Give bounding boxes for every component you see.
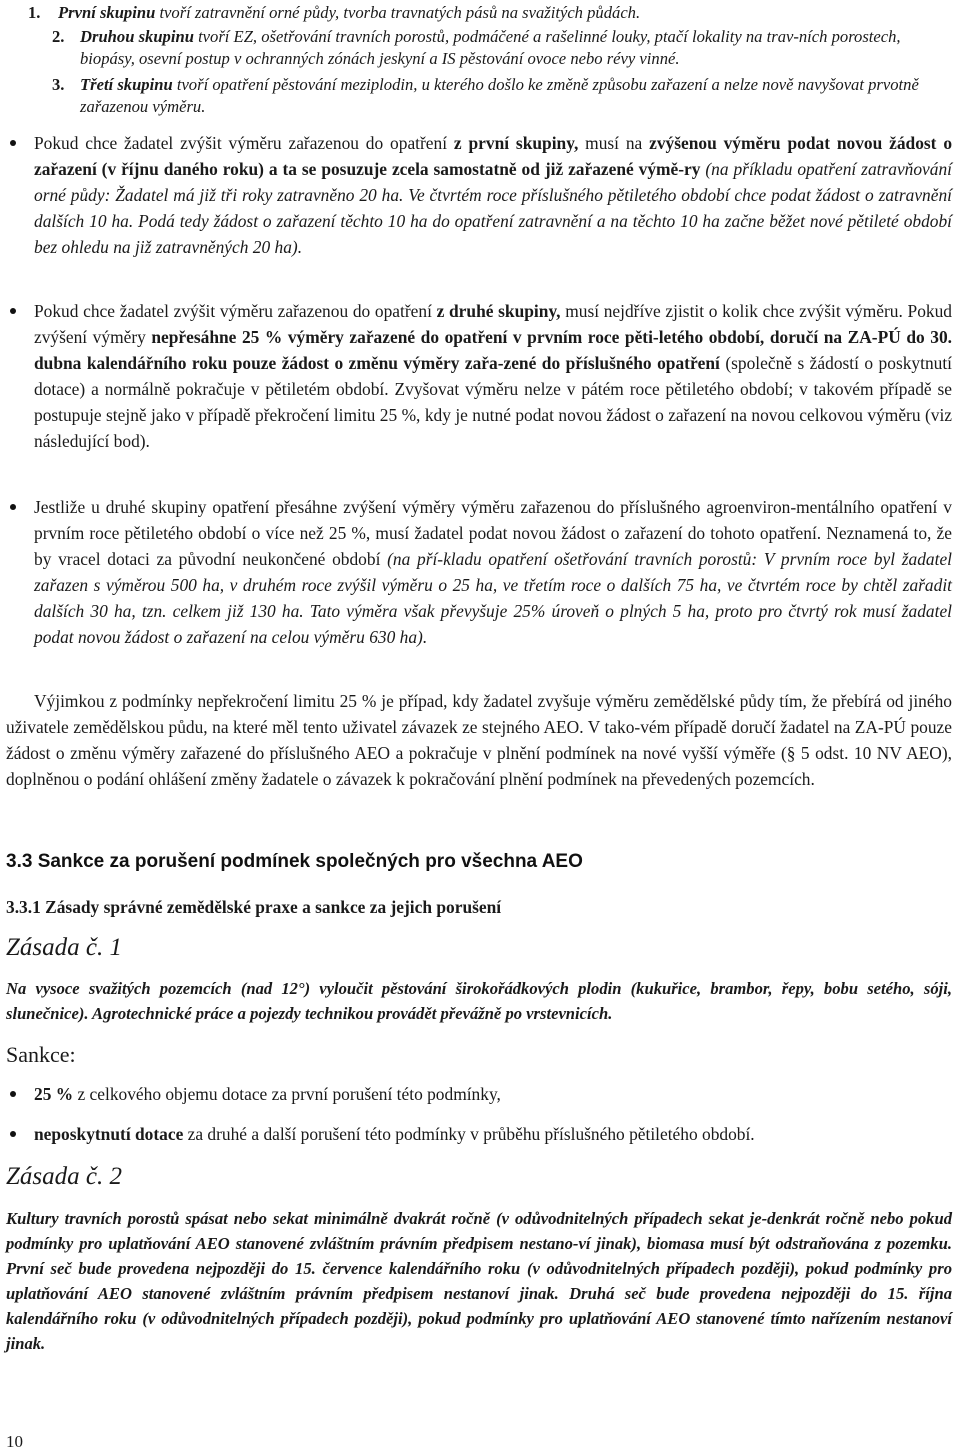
bullet-text: Pokud chce žadatel zvýšit výměru zařazenou do opatření z první skupiny, musí na zvýšenou výměru podat novou žádost o zařazení (v říjnu daného roku) a ta se posuzuje zcela samostatně od již zařazené výmě-ry (na příkladu opatření zatravňování orné půdy: Žadatel má již tři roky zatravněno 20 ha. Ve čtvrtém roce příslušného pětiletého období chce podat žádost o zatravnění dalších 10 ha. Podá tedy žádost o zařazení těchto 10 ha do opatření zatravnění a na těchto 10 ha začne běžet nové pětileté období bez ohledu na již zatravněných 20 ha). — [34, 133, 953, 257]
subsection-heading: 3.3.1 Zásady správné zemědělské praxe a sankce za jejich porušení — [6, 897, 502, 917]
bullet-dot — [10, 1091, 16, 1097]
list-number: 3. — [52, 75, 65, 94]
bullet-dot — [10, 308, 16, 314]
rule-text: Kultury travních porostů spásat nebo sekat minimálně dvakrát ročně (v odůvodnitelných případech sekat je-denkrát ročně nebo pokud podmínky pro uplatňování AEO stanovené zvláštním právním předpisem nestano-ví jinak), biomasa musí být odstraňována z pozemku. První seč bude provedena nejpozději do 15. července kalendářního roku (v odůvodnitelných případech později), pokud podmínky pro uplatňování AEO stanovené zvláštním právním předpisem nestanoví jinak. Druhá seč bude provedena nejpozději do 15. října kalendářního roku (v odůvodnitelných případech později), pokud podmínky pro uplatňování AEO stanovené tímto nařízením nestanoví jinak. — [6, 1209, 952, 1353]
body-paragraph: Výjimkou z podmínky nepřekročení limitu 25 % je případ, kdy žadatel zvyšuje výměru zemědělské půdy tím, že přebírá od jiného uživatele zemědělskou půdu, na které měl tento uživatel závazek ze stejného AEO. V tako-vém případě doručí žadatel na ZA-PÚ pouze žádost o změnu výměry zařazené do příslušného AEO a pokračuje v plnění podmínek na nové vyšší výměře (§ 5 odst. 10 NV AEO), doplněnou o podání ohlášení změny žadatele o závazek k pokračování plnění podmínek na převedených pozemcích. — [6, 691, 952, 789]
list-item — [0, 2, 960, 24]
section-heading: 3.3 Sankce za porušení podmínek společných pro všechna AEO — [6, 851, 583, 872]
bullet-text: neposkytnutí dotace za druhé a další porušení této podmínky v průběhu příslušného pětiletého období. — [34, 1124, 755, 1144]
numbered-list — [0, 2, 960, 118]
page-number: 10 — [6, 1432, 23, 1451]
list-item-bold: Druhou skupinu — [80, 27, 194, 46]
bullet-text: 25 % z celkového objemu dotace za první porušení této podmínky, — [34, 1084, 501, 1104]
list-item — [0, 74, 960, 118]
sanctions-title: Sankce: — [6, 1042, 76, 1067]
bullet-text: Jestliže u druhé skupiny opatření přesáhne zvýšení výměry výměru zařazenou do příslušného agroenviron-mentálního opatření v prvním roce pětiletého období o více než 25 %, musí žadatel podat novou žádost o zařazení do tohoto opatření. Neznamená to, že by vracel dotaci za původní neukončené období (na pří-kladu opatření ošetřování travních porostů: V prvním roce byl žadatel zařazen s výměrou 500 ha, v druhém roce zvýšil výměru o 25 ha, ve třetím roce o dalších 75 ha, ve čtvrtém roce by chtěl zařadit dalších 30 ha, tzn. celkem již 130 ha. Tato výměra však převyšuje 25% úroveň o plných 5 ha, proto pro čtvrtý rok musí žadatel podat novou žádost o zařazení na celou výměru 630 ha). — [34, 497, 952, 647]
list-item-bold: První skupinu — [58, 3, 156, 22]
list-item-bold: Třetí skupinu — [80, 75, 173, 94]
list-number: 1. — [28, 3, 41, 22]
bullet-text: Pokud chce žadatel zvýšit výměru zařazenou do opatření z druhé skupiny, musí nejdříve zjistit o kolik chce zvýšit výměru. Pokud zvýšení výměry nepřesáhne 25 % výměry zařazené do opatření v prvním roce pěti-letého období, doručí na ZA-PÚ do 30. dubna kalendářního roku pouze žádost o změnu výměry zařa-zené do příslušného opatření (společně s žádostí o poskytnutí dotace) a normálně pokračuje v pětiletém období. Zvyšovat výměru nelze v pátém roce pětiletého období; v takovém případě se postupuje stejně jako v případě překročení limitu 25 %, kdy je nutné podat novou žádost o zařazení na novou celkovou výměru (viz následující bod). — [34, 301, 952, 451]
rule-title: Zásada č. 1 — [6, 934, 122, 961]
list-item-text: tvoří opatření pěstování meziplodin, u kterého došlo ke změně způsobu zařazení a nelze nově navyšovat prvotně zařazenou výměru. — [80, 75, 919, 116]
list-number: 2. — [52, 27, 65, 46]
bullet-dot — [10, 504, 16, 510]
list-item-text: tvoří zatravnění orné půdy, tvorba travnatých pásů na svažitých půdách. — [155, 3, 641, 22]
list-item-text: tvoří EZ, ošetřování travních porostů, podmáčené a rašelinné louky, ptačí lokality na trav-ních porostech, biopásy, osevní postup v ochranných zónách jeskyní a IS pěstování ovoce nebo révy vinné. — [80, 27, 901, 68]
bullet-dot — [10, 140, 16, 146]
list-item — [0, 26, 960, 70]
rule-text: Na vysoce svažitých pozemcích (nad 12°) vyloučit pěstování širokořádkových plodin (kukuřice, brambor, řepy, bobu setého, sóji, slunečnice). Agrotechnické práce a pojezdy technikou provádět převážně po vrstevnicích. — [6, 979, 952, 1023]
rule-title: Zásada č. 2 — [6, 1163, 122, 1190]
bullet-dot — [10, 1131, 16, 1137]
